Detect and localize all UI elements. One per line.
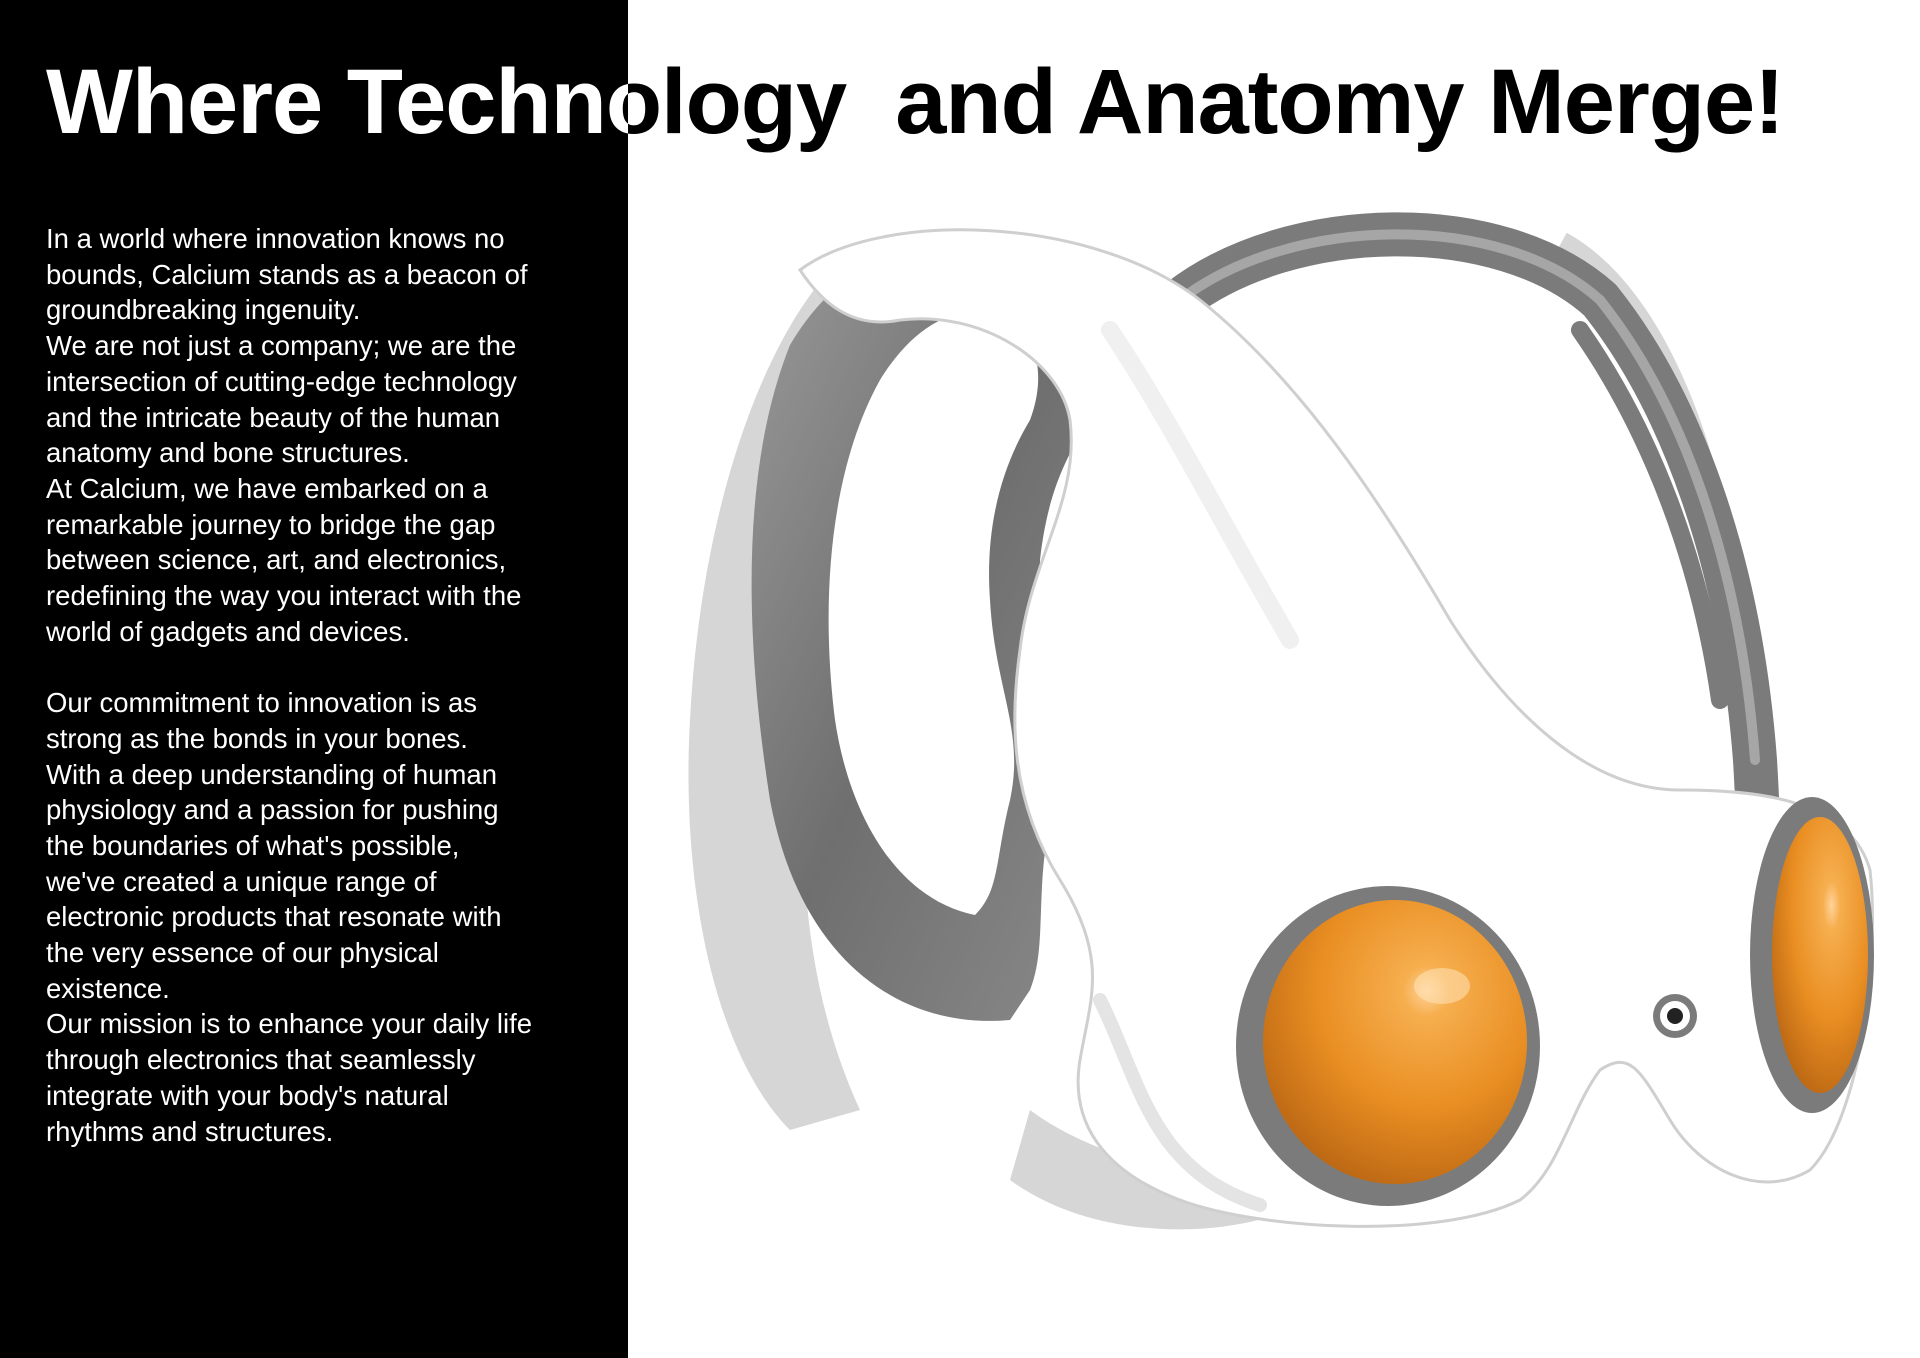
body-line: rhythms and structures. [46,1115,334,1147]
body-line: through electronics that seamlessly [46,1044,476,1076]
body-line: strong as the bonds in your bones. [46,722,468,754]
body-line: remarkable journey to bridge the gap [46,508,496,540]
body-line: the very essence of our physical [46,937,439,969]
body-line: With a deep understanding of human [46,758,497,790]
body-line: In a world where innovation knows no [46,223,505,254]
body-line: groundbreaking ingenuity. [46,294,361,326]
body-line: Our commitment to innovation is as [46,687,478,719]
body-line: At Calcium, we have embarked on a [46,472,488,504]
body-line: Our mission is to enhance your daily life [46,1008,533,1040]
page-title: Where Technology and Anatomy Merge! [46,51,1784,153]
paragraph-gap [46,649,606,685]
body-line: we've created a unique range of [46,865,437,897]
body-line: integrate with your body's natural [46,1079,449,1111]
body-line: bounds, Calcium stands as a beacon of [46,258,528,290]
body-line: world of gadgets and devices. [46,615,410,647]
body-line: intersection of cutting-edge technology [46,365,517,397]
body-line: electronic products that resonate with [46,901,502,933]
left-ear-pad [1263,900,1527,1184]
right-ear-pad [1772,817,1868,1093]
body-line: and the intricate beauty of the human [46,401,501,433]
body-line: existence. [46,972,170,1004]
body-line: redefining the way you interact with the [46,580,522,612]
body-line: We are not just a company; we are the [46,330,517,362]
headphones-illustration [628,0,1920,1358]
body-line: anatomy and bone structures. [46,437,410,469]
body-line: between science, art, and electronics, [46,544,507,576]
body-text [46,221,606,1149]
body-line: the boundaries of what's possible, [46,829,460,861]
body-line: physiology and a passion for pushing [46,794,499,826]
